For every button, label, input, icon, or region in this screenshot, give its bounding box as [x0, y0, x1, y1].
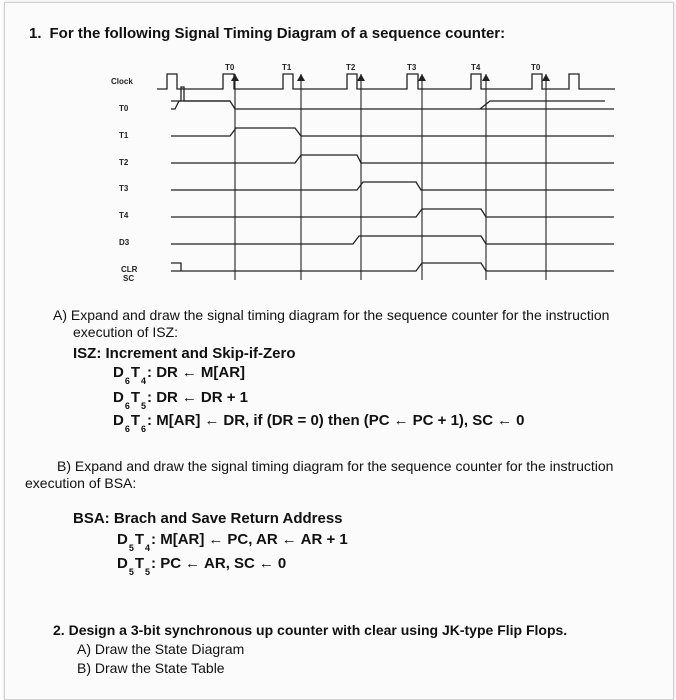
phase-label-t0: T0	[225, 63, 235, 72]
question-2-heading	[53, 621, 567, 640]
isz-op2-t-sub: 5	[141, 401, 147, 411]
t1-waveform	[171, 128, 614, 136]
clock-edge-arrow-2	[297, 74, 305, 81]
part-a-line-1: A) Expand and draw the signal timing diagram for the sequence counter for the instruction	[53, 307, 610, 323]
isz-op2-d-sub: 6	[124, 401, 130, 411]
question-2-item-a: A) Draw the State Diagram	[77, 641, 245, 657]
bsa-op2-text: : PC	[151, 555, 182, 572]
d3-waveform	[171, 236, 614, 244]
isz-op3-rest: DR, if (DR = 0) then (PC	[223, 412, 390, 429]
phase-label-t0-repeat: T0	[531, 63, 541, 72]
bsa-op1-d: D	[117, 531, 128, 548]
question-1-number: 1.	[29, 25, 42, 42]
t0-waveform-second	[480, 101, 605, 109]
t4-waveform	[171, 209, 614, 217]
question-1-title: For the following Signal Timing Diagram of a sequence counter:	[49, 25, 506, 42]
signal-label-t2: T2	[119, 158, 129, 167]
signal-label-t4: T4	[119, 211, 129, 220]
bsa-title: BSA: Brach and Save Return Address	[73, 510, 343, 527]
clock-edge-arrow-4	[418, 74, 426, 81]
isz-op3-t: T	[130, 412, 141, 429]
isz-op3-rest-3: 0	[516, 412, 525, 429]
bsa-op1-rest: PC, AR	[227, 531, 278, 548]
isz-micro-op-1	[113, 364, 246, 386]
bsa-op1-t: T	[134, 531, 145, 548]
isz-op1-t: T	[130, 364, 141, 381]
isz-op2-arrow: ←	[181, 389, 197, 406]
clock-edge-arrow-3	[357, 74, 365, 81]
clock-edge-arrow-5	[482, 74, 490, 81]
bsa-op1-t-sub: 4	[145, 543, 151, 553]
isz-op3-arrow: ←	[204, 412, 220, 429]
isz-title: ISZ: Increment and Skip-if-Zero	[73, 345, 296, 362]
isz-op3-rest-2: PC + 1), SC	[412, 412, 494, 429]
isz-micro-op-2	[113, 389, 248, 411]
isz-op3-t-sub: 6	[141, 424, 147, 434]
isz-op3-text: : M[AR]	[147, 412, 201, 429]
bsa-op1-arrow: ←	[208, 531, 224, 548]
bsa-micro-op-2	[117, 555, 287, 577]
isz-op2-rest: DR + 1	[200, 389, 248, 406]
phase-label-t4: T4	[471, 63, 481, 72]
signal-label-t0: T0	[119, 104, 129, 113]
bsa-op2-d: D	[117, 555, 128, 572]
signal-label-t3: T3	[119, 184, 129, 193]
isz-op3-arrow-2: ←	[393, 412, 409, 429]
bsa-op2-rest: AR, SC	[204, 555, 255, 572]
t0-waveform-high	[171, 101, 230, 109]
bsa-op2-t: T	[134, 555, 145, 572]
part-b-line-2: execution of BSA:	[25, 475, 137, 491]
clock-edge-arrow-6	[542, 74, 550, 81]
question-2-number: 2.	[53, 622, 65, 638]
signal-label-t1: T1	[119, 131, 129, 140]
clr-sc-initial-pulse	[171, 263, 181, 271]
bsa-micro-op-1	[117, 531, 348, 553]
clr-sc-waveform	[171, 263, 614, 271]
phase-label-t3: T3	[407, 63, 417, 72]
bsa-op1-d-sub: 5	[128, 543, 134, 553]
question-2-title: Design a 3-bit synchronous up counter with clear using JK-type Flip Flops.	[68, 622, 568, 638]
isz-op1-d-sub: 6	[124, 376, 130, 386]
clock-label: Clock	[111, 77, 133, 86]
isz-op1-text: : DR	[147, 364, 178, 381]
isz-op3-d: D	[113, 412, 124, 429]
bsa-op1-arrow-2: ←	[281, 531, 297, 548]
part-b-line-1: B) Expand and draw the signal timing diagram for the sequence counter for the instruction	[57, 458, 614, 474]
isz-op3-arrow-3: ←	[497, 412, 513, 429]
bsa-op1-rest-2: AR + 1	[300, 531, 348, 548]
t0-waveform	[171, 87, 614, 109]
isz-op1-t-sub: 4	[141, 376, 147, 386]
isz-op2-t: T	[130, 389, 141, 406]
bsa-op1-text: : M[AR]	[151, 531, 205, 548]
isz-micro-op-3	[113, 412, 525, 434]
isz-op2-text: : DR	[147, 389, 178, 406]
phase-label-t1: T1	[282, 63, 292, 72]
question-2-item-b: B) Draw the State Table	[77, 660, 225, 676]
t3-waveform	[171, 182, 614, 190]
phase-label-t2: T2	[346, 63, 356, 72]
bsa-op2-arrow: ←	[185, 555, 201, 572]
bsa-op2-d-sub: 5	[128, 567, 134, 577]
isz-op1-rest: M[AR]	[200, 364, 246, 381]
worksheet-page	[4, 2, 674, 700]
bsa-op2-rest-2: 0	[277, 555, 287, 572]
signal-timing-diagram	[95, 61, 625, 293]
isz-op3-d-sub: 6	[124, 424, 130, 434]
question-1-heading	[29, 25, 505, 42]
bsa-op2-arrow-2: ←	[258, 555, 274, 572]
signal-label-d3: D3	[119, 238, 130, 247]
isz-op2-d: D	[113, 389, 124, 406]
isz-op1-d: D	[113, 364, 124, 381]
clock-edge-arrow-1	[231, 74, 239, 81]
signal-label-clr: CLR	[121, 265, 138, 274]
signal-label-sc: SC	[123, 274, 135, 283]
part-a-line-2: execution of ISZ:	[73, 324, 179, 340]
bsa-op2-t-sub: 5	[145, 567, 151, 577]
t2-waveform	[171, 155, 614, 163]
isz-op1-arrow: ←	[181, 364, 197, 381]
